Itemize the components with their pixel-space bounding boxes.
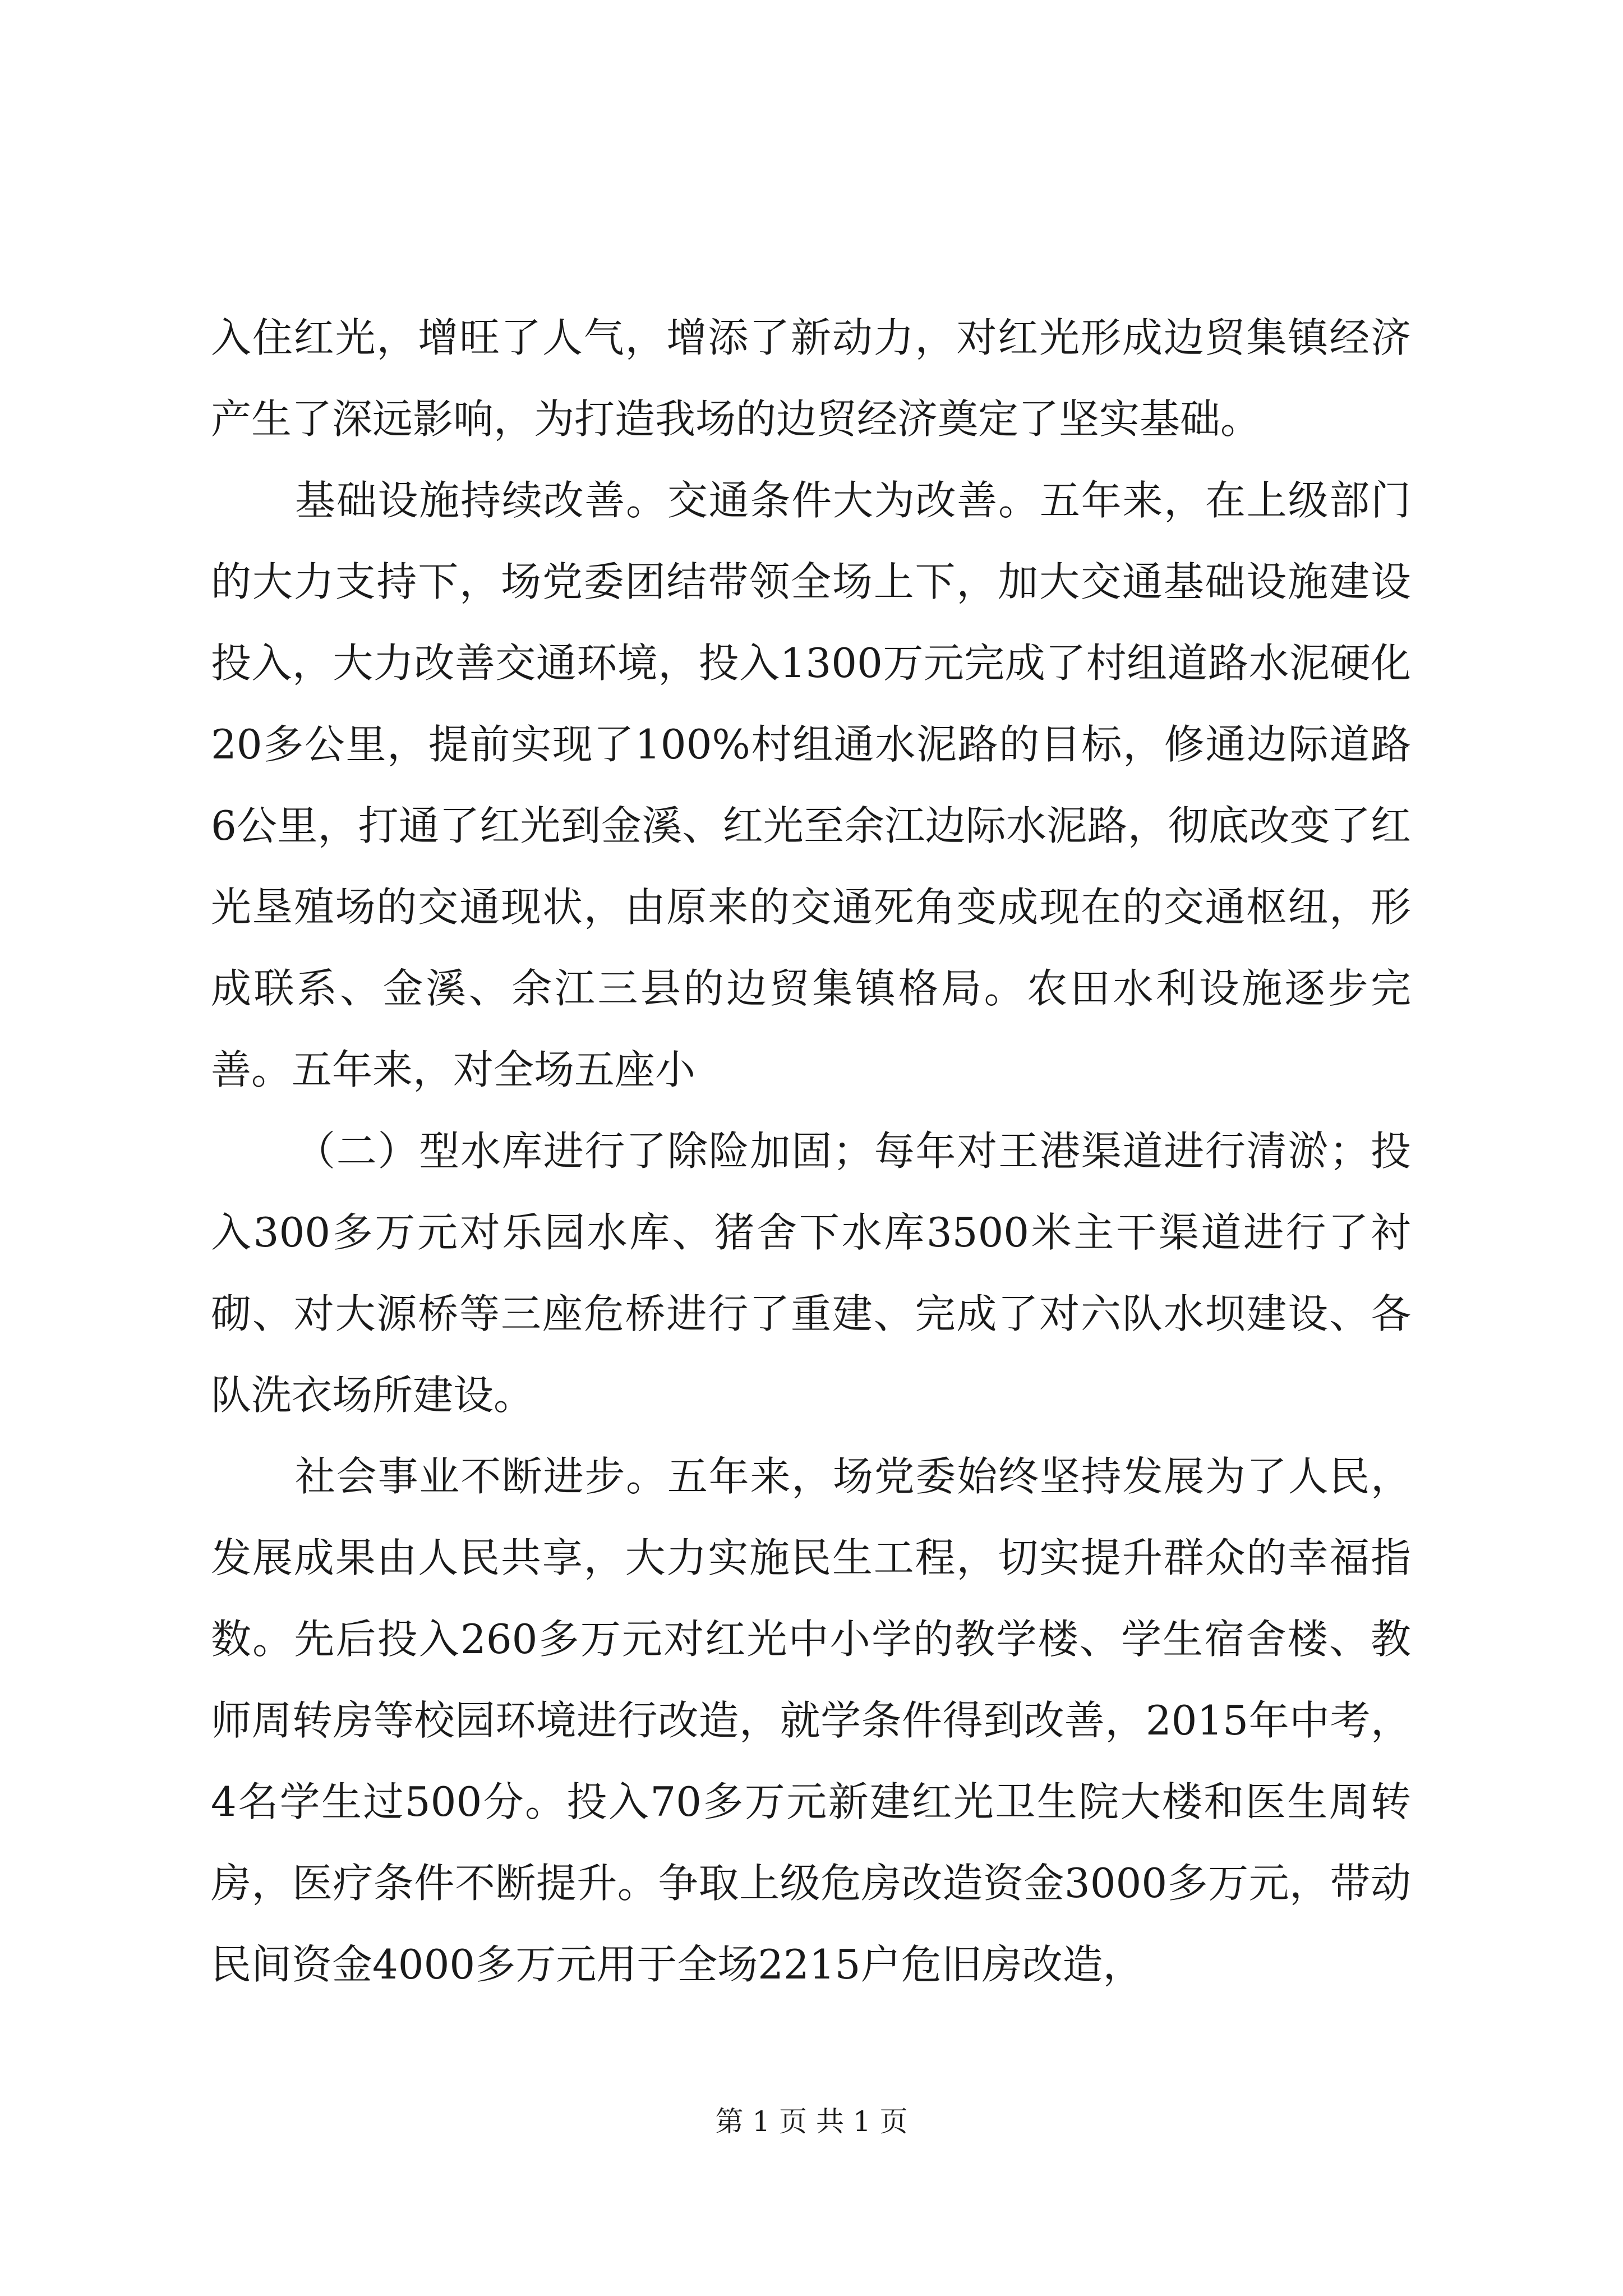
paragraph-social-affairs: 社会事业不断进步。五年来，场党委始终坚持发展为了人民，发展成果由人民共享，大力实施民生工程，切实提升群众的幸福指数。先后投入260多万元对红光中小学的教学楼、学生宿舍楼、教师周转房等校园环境进行改造，就学条件得到改善，2015年中考，4名学生过500分。投入70多万元新建红光卫生院大楼和医生周转房，医疗条件不断提升。争取上级危房改造资金3000多万元，带动民间资金4000多万元用于全场2215户危旧房改造， xyxy=(211,1453,1411,1988)
page-number-footer: 第 1 页 共 1 页 xyxy=(715,2105,908,2138)
paragraph-reservoir: （二）型水库进行了除险加固；每年对王港渠道进行清淤；投入300多万元对乐园水库、猪舍下水库3500米主干渠道进行了衬砌、对大源桥等三座危桥进行了重建、完成了对六队水坝建设、各队洗衣场所建设。 xyxy=(211,1128,1411,1419)
document-body xyxy=(211,297,1411,2005)
paragraph-continuation: 入住红光，增旺了人气，增添了新动力，对红光形成边贸集镇经济产生了深远影响，为打造我场的边贸经济奠定了坚实基础。 xyxy=(211,314,1411,443)
paragraph-infrastructure: 基础设施持续改善。交通条件大为改善。五年来，在上级部门的大力支持下，场党委团结带领全场上下，加大交通基础设施建设投入，大力改善交通环境，投入1300万元完成了村组道路水泥硬化20多公里，提前实现了100%村组通水泥路的目标，修通边际道路6公里，打通了红光到金溪、红光至余江边际水泥路，彻底改变了红光垦殖场的交通现状，由原来的交通死角变成现在的交通枢纽，形成联系、金溪、余江三县的边贸集镇格局。农田水利设施逐步完善。五年来，对全场五座小 xyxy=(211,477,1411,1093)
